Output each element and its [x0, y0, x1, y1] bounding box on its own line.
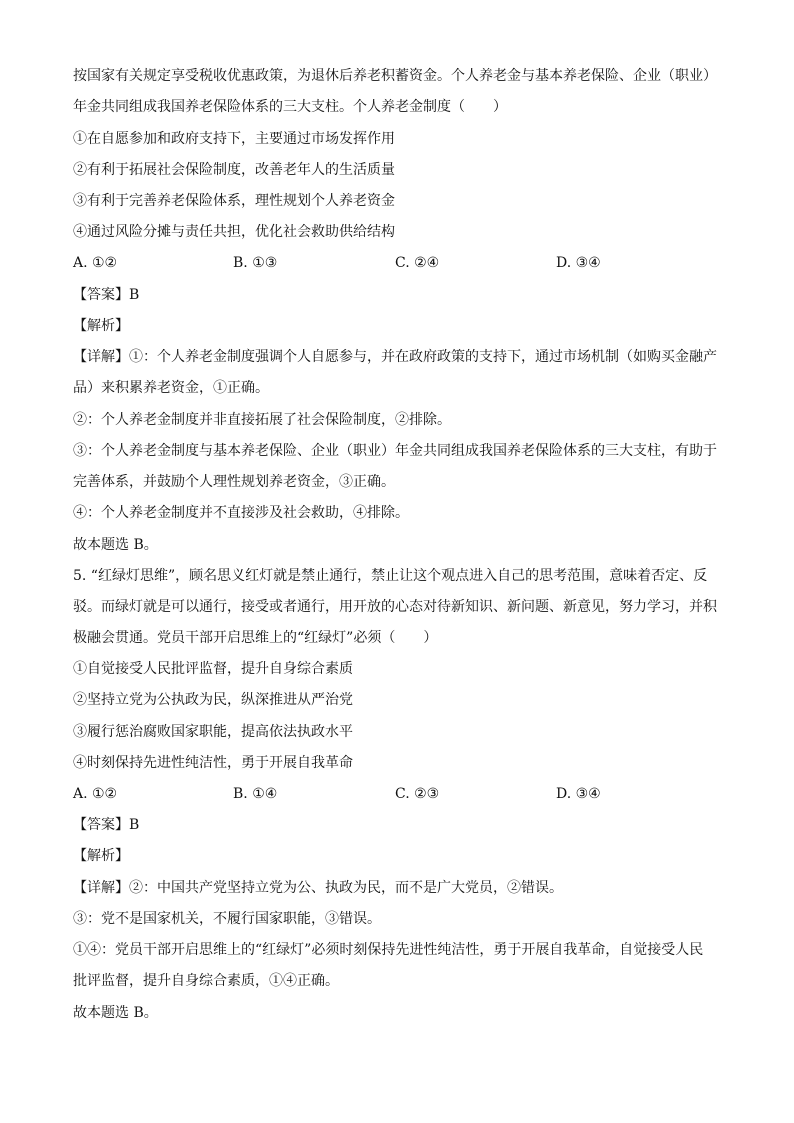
q5-explanation-line-3: ①④：党员干部开启思维上的“红绿灯”必须时刻保持先进性纯洁性，勇于开展自我革命，自觉接受人民 [73, 942, 704, 958]
q4-conclusion: 故本题选 B。 [73, 537, 158, 553]
q5-analysis-label: 【解析】 [73, 848, 129, 864]
q5-conclusion: 故本题选 B。 [73, 1005, 158, 1021]
q5-statement-1: ①自觉接受人民批评监督，提升自身综合素质 [73, 661, 353, 677]
q4-explanation-line-6: ④：个人养老金制度并不直接涉及社会救助，④排除。 [73, 505, 409, 521]
q4-analysis-label: 【解析】 [73, 318, 129, 334]
q4-explanation-line-2: 品）来积累养老资金，①正确。 [73, 380, 269, 396]
q4-option-c: C. ②④ [395, 255, 440, 271]
q4-answer: 【答案】B [73, 287, 140, 303]
q5-option-a: A. ①② [73, 786, 118, 802]
q4-option-a: A. ①② [73, 255, 118, 271]
q4-statement-1: ①在自愿参加和政府支持下，主要通过市场发挥作用 [73, 131, 395, 147]
q5-statement-2: ②坚持立党为公执政为民，纵深推进从严治党 [73, 692, 353, 708]
q5-option-c: C. ②③ [395, 786, 440, 802]
q4-stem-line-1: 按国家有关规定享受税收优惠政策，为退休后养老积蓄资金。个人养老金与基本养老保险、企业（职业） [73, 68, 717, 84]
q5-explanation-line-1: 【详解】②：中国共产党坚持立党为公、执政为民，而不是广大党员，②错误。 [73, 880, 563, 896]
q5-stem-line-1: 5. “红绿灯思维”，顾名思义红灯就是禁止通行，禁止让这个观点进入自己的思考范围，意味着否定、反 [73, 568, 708, 584]
q4-option-d: D. ③④ [556, 255, 601, 271]
q5-explanation-line-2: ③：党不是国家机关，不履行国家职能，③错误。 [73, 911, 381, 927]
q5-stem-line-2: 驳。而绿灯就是可以通行，接受或者通行，用开放的心态对待新知识、新问题、新意见，努力学习，并积 [73, 599, 717, 615]
q4-explanation-line-1: 【详解】①：个人养老金制度强调个人自愿参与，并在政府政策的支持下，通过市场机制（如购买金融产 [73, 349, 717, 365]
q5-option-b: B. ①④ [233, 786, 278, 802]
q5-option-d: D. ③④ [556, 786, 601, 802]
q5-answer: 【答案】B [73, 817, 140, 833]
q4-statement-4: ④通过风险分摊与责任共担，优化社会救助供给结构 [73, 224, 395, 240]
q4-explanation-line-5: 完善体系，并鼓励个人理性规划养老资金，③正确。 [73, 474, 395, 490]
q4-explanation-line-4: ③：个人养老金制度与基本养老保险、企业（职业）年金共同组成我国养老保险体系的三大支柱，有助于 [73, 443, 717, 459]
q4-explanation-line-3: ②：个人养老金制度并非直接拓展了社会保险制度，②排除。 [73, 412, 451, 428]
q5-explanation-line-4: 批评监督，提升自身综合素质，①④正确。 [73, 973, 339, 989]
q4-statement-2: ②有利于拓展社会保险制度，改善老年人的生活质量 [73, 162, 395, 178]
q4-stem-line-2: 年金共同组成我国养老保险体系的三大支柱。个人养老金制度（ ） [73, 99, 507, 115]
q5-stem-line-3: 极融会贯通。党员干部开启思维上的“红绿灯”必须（ ） [73, 630, 438, 646]
q5-statement-3: ③履行惩治腐败国家职能，提高依法执政水平 [73, 724, 353, 740]
q4-option-b: B. ①③ [233, 255, 278, 271]
q5-statement-4: ④时刻保持先进性纯洁性，勇于开展自我革命 [73, 755, 353, 771]
q4-statement-3: ③有利于完善养老保险体系，理性规划个人养老资金 [73, 193, 395, 209]
